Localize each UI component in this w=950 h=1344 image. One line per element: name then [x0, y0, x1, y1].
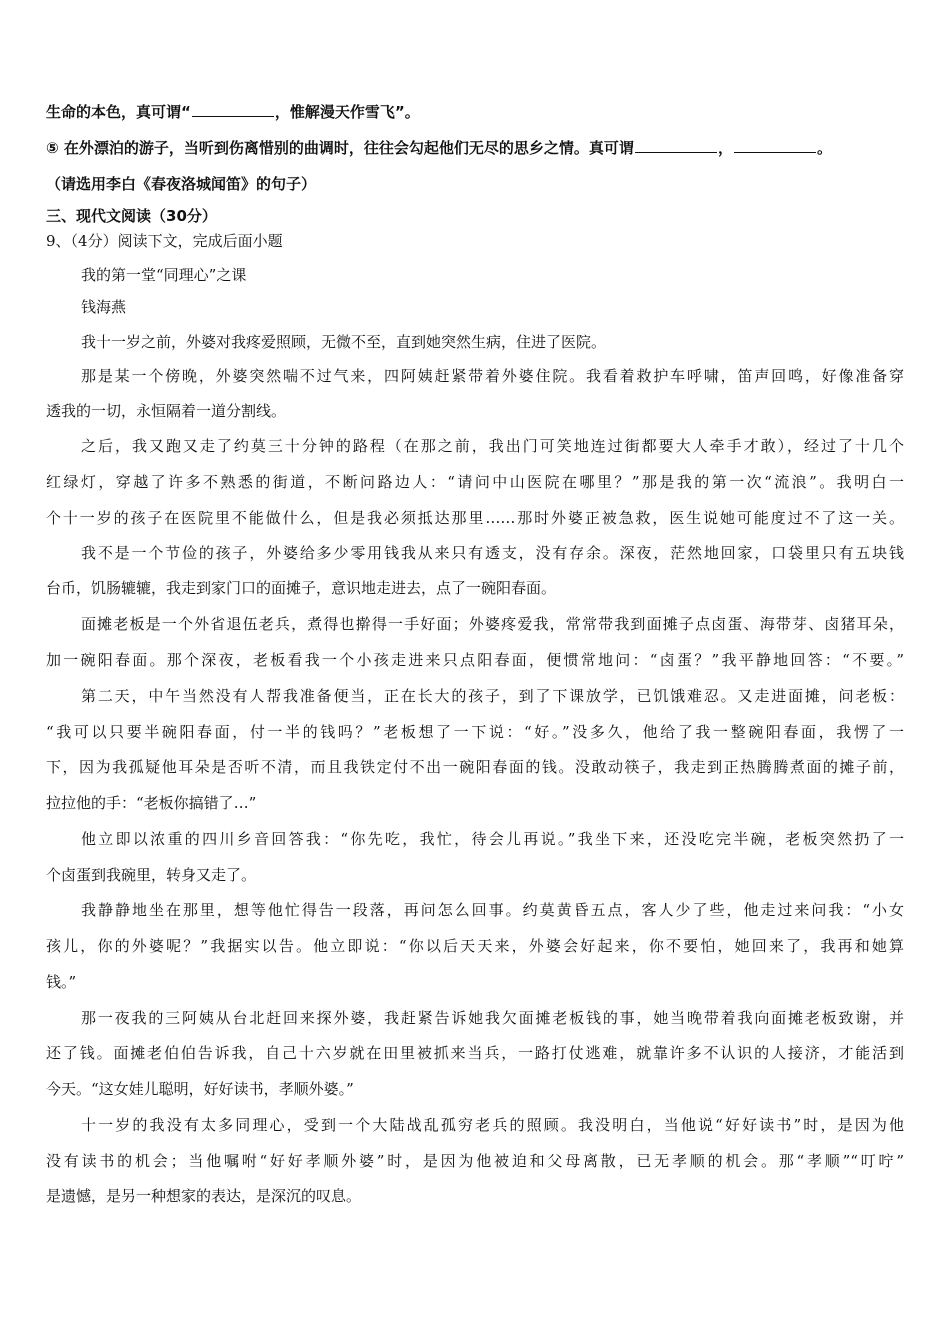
answer-blank[interactable]: [734, 138, 816, 153]
text-line: 今天。“这女娃儿聪明，好好读书，孝顺外婆。”: [46, 1080, 354, 1098]
text-line: “我可以只要半碗阳春面，付一半的钱吗？”老板想了一下说：“好。”没多久，他给了我一整碗阳春面，我愣了一: [46, 723, 904, 741]
text-line: 我静静地坐在那里，想等他忙得告一段落，再问怎么回事。约莫黄昏五点，客人少了些，他走过来问我：“小女: [81, 901, 904, 919]
poem-line-1: 生命的本色，真可谓“ ，惟解漫天作雪飞”。: [46, 103, 420, 121]
text-line: 孩儿，你的外婆呢？”我据实以告。他立即说：“你以后天天来，外婆会好起来，你不要怕，她回来了，我再和她算: [46, 937, 904, 955]
text-line: 他立即以浓重的四川乡音回答我：“你先吃，我忙，待会儿再说。”我坐下来，还没吃完半碗，老板突然扔了一: [81, 830, 904, 848]
text-line: 是遗憾，是另一种想家的表达，是深沉的叹息。: [46, 1187, 362, 1205]
answer-blank[interactable]: [635, 138, 717, 153]
text-line: 第二天，中午当然没有人帮我准备便当，正在长大的孩子，到了下课放学，已饥饿难忍。又走进面摊，问老板：: [81, 687, 904, 705]
question-9: 9、（4分）阅读下文，完成后面小题: [46, 232, 283, 250]
text-line: 之后，我又跑又走了约莫三十分钟的路程（在那之前，我出门可笑地连过街都要大人牵手才敢），经过了十几个: [81, 437, 904, 455]
section-heading: 三、现代文阅读（30分）: [46, 207, 217, 225]
answer-blank[interactable]: [192, 102, 274, 117]
text-line: 红绿灯，穿越了许多不熟悉的街道，不断问路边人：“请问中山医院在哪里？”那是我的第一次“流浪”。我明白一: [46, 473, 904, 491]
poem-item-5: ⑤ 在外漂泊的游子，当听到伤离惜别的曲调时，往往会勾起他们无尽的思乡之情。真可谓 ， 。: [46, 139, 832, 157]
text-line: 透我的一切，永恒隔着一道分割线。: [46, 402, 287, 420]
article-title: 我的第一堂“同理心”之课: [81, 266, 247, 284]
text-line: 个十一岁的孩子在医院里不能做什么，但是我必须抵达那里……那时外婆正被急救，医生说她可能度过不了这一关。: [46, 509, 904, 527]
text-line: 没有读书的机会；当他嘱咐“好好孝顺外婆”时，是因为他被迫和父母离散，已无孝顺的机会。那“孝顺”“叮咛”: [46, 1152, 904, 1170]
text-line: 那是某一个傍晚，外婆突然喘不过气来，四阿姨赶紧带着外婆住院。我看着救护车呼啸，笛声回鸣，好像准备穿: [81, 367, 904, 385]
article-author: 钱海燕: [81, 298, 127, 316]
text-line: 那一夜我的三阿姨从台北赶回来探外婆，我赶紧告诉她我欠面摊老板钱的事，她当晚带着我向面摊老板致谢，并: [81, 1009, 904, 1027]
text-line: 面摊老板是一个外省退伍老兵，煮得也擀得一手好面；外婆疼爱我，常常带我到面摊子点卤蛋、海带芽、卤猪耳朵，: [81, 615, 904, 633]
text-line: 个卤蛋到我碗里，转身又走了。: [46, 866, 257, 884]
text-line: 还了钱。面摊老伯伯告诉我，自己十六岁就在田里被抓来当兵，一路打仗逃难，就靠许多不认识的人接济，才能活到: [46, 1044, 904, 1062]
text-line: 台币，饥肠辘辘，我走到家门口的面摊子，意识地走进去，点了一碗阳春面。: [46, 579, 557, 597]
text-line: 我不是一个节俭的孩子，外婆给多少零用钱我从来只有透支，没有存余。深夜，茫然地回家，口袋里只有五块钱: [81, 544, 904, 562]
text-line: 拉拉他的手：“老板你搞错了…”: [46, 794, 257, 812]
text-line: 加一碗阳春面。那个深夜，老板看我一个小孩走进来只点阳春面，便惯常地问：“卤蛋？”我平静地回答：“不要。”: [46, 651, 904, 669]
text-line: 我十一岁之前，外婆对我疼爱照顾，无微不至，直到她突然生病，住进了医院。: [81, 333, 607, 351]
text-line: 钱。”: [46, 973, 77, 991]
poem-note: （请选用李白《春夜洛城闻笛》的句子）: [46, 175, 317, 193]
text-line: 十一岁的我没有太多同理心，受到一个大陆战乱孤穷老兵的照顾。我没明白，当他说“好好读书”时，是因为他: [81, 1116, 904, 1134]
text-line: 下，因为我孤疑他耳朵是否听不清，而且我铁定付不出一碗阳春面的钱。没敢动筷子，我走到正热腾腾煮面的摊子前，: [46, 758, 904, 776]
